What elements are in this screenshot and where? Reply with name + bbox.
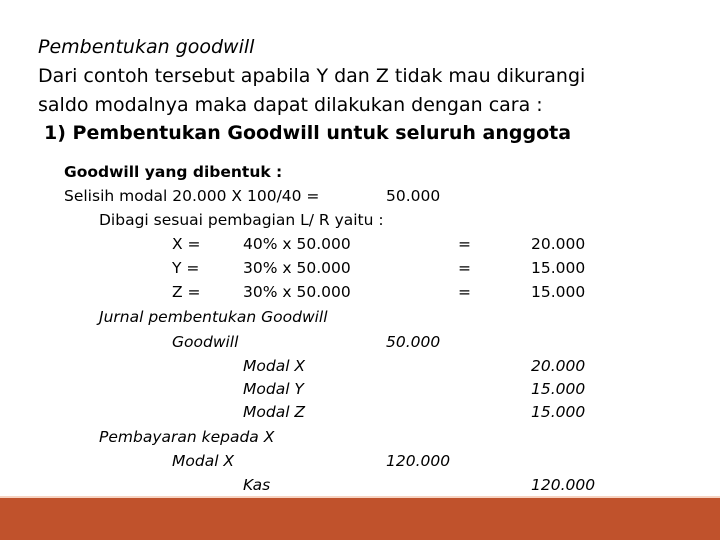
pembayaran-credit-account: Kas: [243, 476, 271, 494]
jurnal-credit-value-z: 15.000: [531, 403, 586, 421]
jurnal-goodwill-account: Goodwill: [172, 333, 239, 351]
share-value-z: 15.000: [531, 283, 586, 301]
share-formula-z: 30% x 50.000: [243, 283, 351, 301]
jurnal-title: Jurnal pembentukan Goodwill: [99, 308, 328, 326]
selisih-modal-label: Selisih modal 20.000 X 100/40 =: [64, 187, 320, 205]
footer-bar: [0, 498, 720, 540]
share-value-y: 15.000: [531, 259, 586, 277]
pembayaran-debit-value: 120.000: [386, 452, 451, 470]
jurnal-credit-value-y: 15.000: [531, 380, 586, 398]
dibagi-text: Dibagi sesuai pembagian L/ R yaitu :: [99, 211, 384, 229]
intro-line-2: saldo modalnya maka dapat dilakukan dengan cara :: [38, 94, 543, 116]
goodwill-heading: Goodwill yang dibentuk :: [64, 163, 283, 181]
share-value-x: 20.000: [531, 235, 586, 253]
pembayaran-credit-value: 120.000: [531, 476, 596, 494]
point-1-heading: 1) Pembentukan Goodwill untuk seluruh anggota: [44, 122, 572, 144]
jurnal-credit-account-y: Modal Y: [243, 380, 304, 398]
jurnal-credit-account-z: Modal Z: [243, 403, 306, 421]
jurnal-credit-value-x: 20.000: [531, 357, 586, 375]
jurnal-credit-account-x: Modal X: [243, 357, 306, 375]
slide-title: Pembentukan goodwill: [38, 36, 255, 58]
selisih-modal-value: 50.000: [386, 187, 441, 205]
jurnal-goodwill-debit: 50.000: [386, 333, 441, 351]
share-formula-y: 30% x 50.000: [243, 259, 351, 277]
share-eq-x: =: [458, 235, 471, 253]
pembayaran-title: Pembayaran kepada X: [99, 428, 275, 446]
share-formula-x: 40% x 50.000: [243, 235, 351, 253]
share-eq-y: =: [458, 259, 471, 277]
share-label-y: Y =: [172, 259, 200, 277]
share-label-x: X =: [172, 235, 201, 253]
share-eq-z: =: [458, 283, 471, 301]
intro-line-1: Dari contoh tersebut apabila Y dan Z tidak mau dikurangi: [38, 65, 586, 87]
share-label-z: Z =: [172, 283, 201, 301]
pembayaran-debit-account: Modal X: [172, 452, 235, 470]
